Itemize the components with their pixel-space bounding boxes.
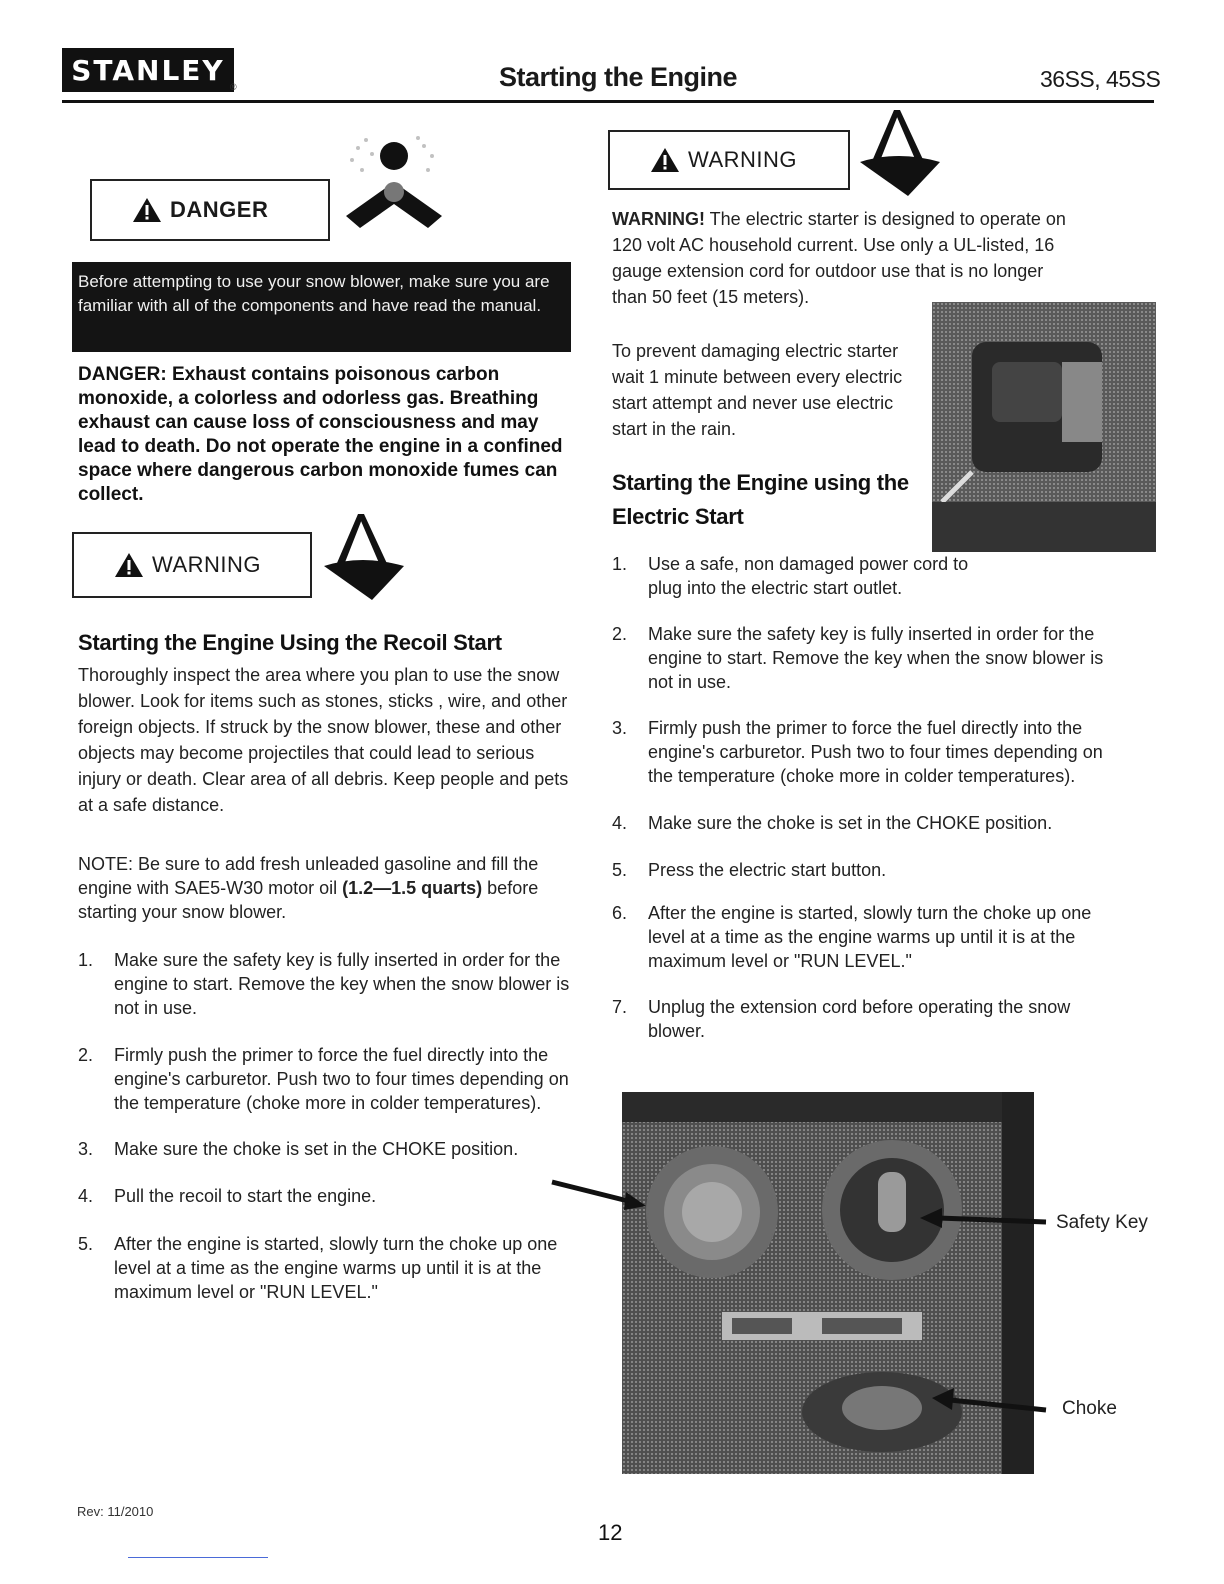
alert-triangle-icon <box>114 552 144 578</box>
right-warning-signal-word: WARNING <box>688 147 798 172</box>
step-number: 2. <box>78 1045 94 1065</box>
left-warning-signal-word: WARNING <box>152 552 262 577</box>
revision-date: Rev: 11/2010 <box>77 1504 154 1519</box>
carbon-monoxide-danger-text: DANGER: Exhaust contains poisonous carbon monoxide, a colorless and odorless gas. Breathing exhaust can cause loss of consciousness and may lead to death. Do not operate the engine in a confined space where dangerous carbon monoxide fumes can collect. <box>78 364 563 505</box>
choke-label: Choke <box>1062 1398 1117 1419</box>
oil-note-suffix: before starting your snow blower. <box>78 878 539 922</box>
fire-hazard-icon <box>320 508 410 604</box>
page-title: Starting the Engine <box>499 62 738 92</box>
step-text: Make sure the safety key is fully inserted in order for the engine to start. Remove the key when the snow blower is not in use. <box>648 624 1104 692</box>
oil-quantity: (1.2—1.5 quarts) <box>342 878 483 898</box>
stanley-logo <box>62 48 234 92</box>
step-text: Make sure the choke is set in the CHOKE position. <box>114 1139 519 1159</box>
fire-hazard-icon <box>856 104 946 200</box>
safety-key-label: Safety Key <box>1056 1212 1148 1233</box>
exhaust-hazard-icon <box>338 130 450 238</box>
safety-key-pointer-arrow <box>918 1206 1048 1236</box>
alert-triangle-icon <box>650 147 680 173</box>
warning-body: The electric starter is designed to operate on 120 volt AC household current. Use only a UL-listed, 16 gauge extension cord for outdoor use that is no longer than 50 feet (15 meters). <box>612 209 1066 307</box>
step-number: 3. <box>612 718 628 738</box>
step-text: After the engine is started, slowly turn the choke up one level at a time as the engine warms up until it is at the maximum level or "RUN LEVEL." <box>114 1234 558 1302</box>
danger-signal-word: DANGER <box>170 197 269 222</box>
step-text: Use a safe, non damaged power cord to plug into the electric start outlet. <box>648 554 969 598</box>
step-number: 1. <box>78 950 94 970</box>
step-number: 7. <box>612 997 628 1017</box>
step-number: 4. <box>78 1186 94 1206</box>
choke-pointer-arrow <box>930 1388 1048 1418</box>
warning-label: WARNING! <box>612 209 705 229</box>
step-number: 3. <box>78 1139 94 1159</box>
step-text: Firmly push the primer to force the fuel directly into the engine's carburetor. Push two to four times depending on the temperature (choke more in colder temperatures). <box>114 1045 569 1113</box>
step-number: 2. <box>612 624 628 644</box>
recoil-intro-paragraph: Thoroughly inspect the area where you plan to use the snow blower. Look for items such as stones, sticks , wire, and other foreign objects. If struck by the snow blower, these and other objects may become projectiles that could lead to serious injury or death. Clear area of all debris. Keep people and pets at a safe distance. <box>78 665 569 815</box>
step-text: Make sure the safety key is fully inserted in order for the engine to start. Remove the key when the snow blower is not in use. <box>114 950 570 1018</box>
oil-note-prefix: NOTE: Be sure to add fresh unleaded gasoline and fill the engine with SAE5-W30 motor oil <box>78 854 539 898</box>
step-text: Firmly push the primer to force the fuel directly into the engine's carburetor. Push two to four times depending on the temperature (choke more in colder temperatures). <box>648 718 1103 786</box>
danger-signal-box <box>90 179 330 241</box>
recoil-start-heading: Starting the Engine Using the Recoil Start <box>78 630 502 655</box>
header-rule <box>62 100 1154 103</box>
step-number: 5. <box>612 860 628 880</box>
page-number: 12 <box>598 1520 623 1545</box>
manual-reminder-banner <box>72 262 571 352</box>
electric-heading-line2: Electric Start <box>612 504 744 529</box>
step-number: 4. <box>612 813 628 833</box>
electric-heading-line1: Starting the Engine using the <box>612 470 909 495</box>
electric-warning-text <box>612 206 1082 310</box>
prevent-damage-text: To prevent damaging electric starter wait 1 minute between every electric start attempt and never use electric start in the rain. <box>612 341 903 439</box>
step-text: After the engine is started, slowly turn the choke up one level at a time as the engine warms up until it is at the maximum level or "RUN LEVEL." <box>648 903 1092 971</box>
electric-start-heading <box>612 466 909 534</box>
footer-link-line <box>128 1557 268 1558</box>
alert-triangle-icon <box>132 197 162 223</box>
step-text: Press the electric start button. <box>648 860 887 880</box>
step-text: Pull the recoil to start the engine. <box>114 1186 377 1206</box>
manual-reminder-text: Before attempting to use your snow blower, make sure you are familiar with all of the components and have read the manual. <box>78 272 550 315</box>
left-warning-signal-box <box>72 532 312 598</box>
registered-mark: ® <box>230 82 237 92</box>
step-number: 1. <box>612 554 628 574</box>
step-number: 5. <box>78 1234 94 1254</box>
step-number: 6. <box>612 903 628 923</box>
logo-text: STANLEY <box>71 53 225 87</box>
model-numbers: 36SS, 45SS <box>1040 66 1161 92</box>
step-text: Make sure the choke is set in the CHOKE position. <box>648 813 1053 833</box>
right-warning-signal-box <box>608 130 850 190</box>
electric-starter-photo <box>932 302 1156 552</box>
step-text: Unplug the extension cord before operating the snow blower. <box>648 997 1071 1041</box>
oil-note <box>78 852 558 924</box>
primer-pointer-arrow <box>550 1176 650 1216</box>
